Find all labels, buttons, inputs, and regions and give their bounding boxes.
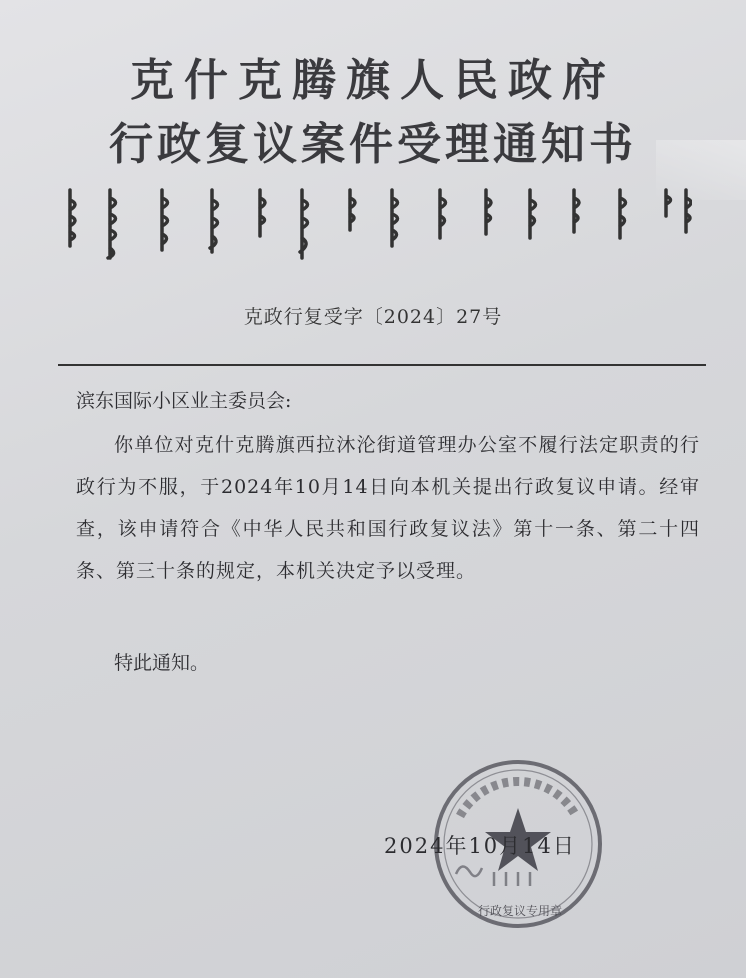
addressee: 滨东国际小区业主委员会:	[76, 390, 292, 412]
document-number: 克政行复受字〔2024〕27号	[243, 306, 503, 328]
closing-line: 特此通知。	[114, 652, 210, 674]
mongolian-script-title	[62, 186, 692, 266]
notice-body: 你单位对克什克腾旗西拉沐沦街道管理办公室不履行法定职责的行政行为不服，于2024年10月14日向本机关提出行政复议申请。经审查，该申请符合《中华人民共和国行政复议法》第十一条、第二十四条、第三十条的规定，本机关决定予以受理。	[76, 434, 700, 582]
header-divider	[58, 364, 706, 366]
issuer-title: 克什克腾旗人民政府	[130, 55, 616, 106]
document-title: 行政复议案件受理通知书	[109, 119, 637, 170]
issue-date: 2024年10月14日	[384, 834, 576, 858]
seal-purpose-label: 行政复议专用章	[477, 904, 562, 918]
